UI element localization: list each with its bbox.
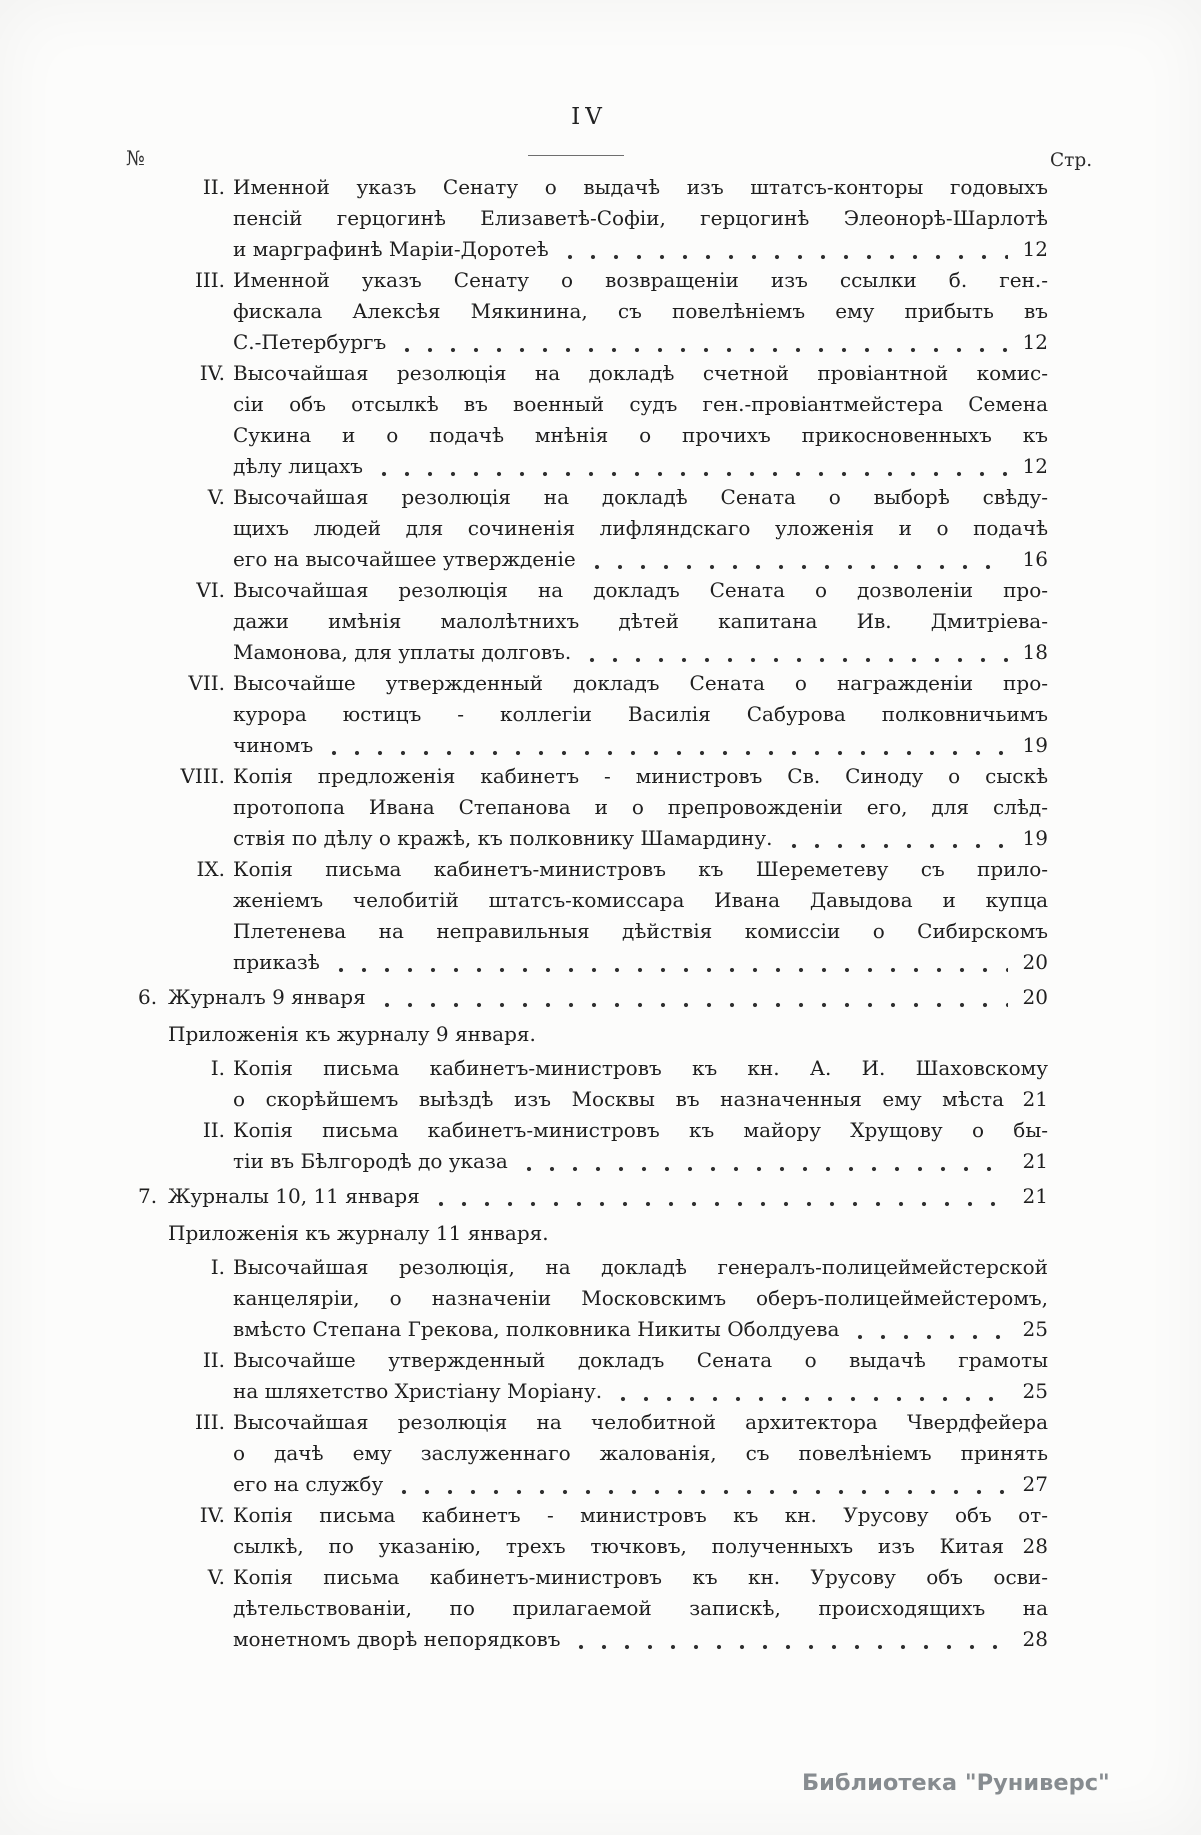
header-rule — [528, 155, 624, 156]
toc-entry-number: II. — [202, 175, 225, 199]
toc-entry-number: II. — [202, 1118, 225, 1142]
toc-entry-line: Высочайшая резолюція на докладѣ Сената о выборѣ свѣду- — [233, 485, 1048, 509]
dot-leader — [594, 564, 1008, 570]
toc-entry-line: Высочайшая резолюція на докладѣ счетной провіантной комис- — [233, 361, 1048, 385]
dot-leader — [338, 967, 1008, 973]
toc-entry-line: Именной указъ Сенату о выдачѣ изъ штатсъ-конторы годовыхъ — [233, 175, 1048, 199]
toc-entry — [130, 1500, 1048, 1562]
toc-entry-line: ствія по дѣлу о кражѣ, къ полковнику Шамардину. — [233, 826, 773, 850]
toc-entry-number: 7. — [138, 1184, 158, 1208]
dot-leader — [857, 1334, 1008, 1340]
toc-entry — [130, 1181, 1048, 1212]
toc-entry-lastline — [233, 1084, 1048, 1115]
toc-page-number: 12 — [1022, 454, 1048, 478]
page-column-label: Стр. — [1050, 150, 1093, 171]
toc-entry-line: Копія письма кабинетъ-министровъ къ кн. А. И. Шаховскому — [233, 1056, 1048, 1080]
toc-entry-line: монетномъ дворѣ непорядковъ — [233, 1627, 561, 1651]
toc-entry-lastline — [233, 327, 1048, 358]
toc-entry-line: Журналы 10, 11 января — [168, 1184, 420, 1208]
dot-leader — [381, 471, 1008, 477]
toc-page-number: 27 — [1022, 1472, 1048, 1496]
toc-entry-line: о дачѣ ему заслуженнаго жалованія, съ повелѣніемъ принять — [233, 1441, 1048, 1465]
dot-leader — [578, 1644, 1008, 1650]
toc-page-number: 12 — [1022, 237, 1048, 261]
toc-entry-line: Именной указъ Сенату о возвращеніи изъ ссылки б. ген.- — [233, 268, 1048, 292]
toc-page-number: 19 — [1022, 826, 1048, 850]
toc-entry-body — [233, 1053, 1048, 1115]
toc-entry-number: VI. — [196, 578, 225, 602]
toc-entry-line: Высочайше утвержденный докладъ Сената о выдачѣ грамоты — [233, 1348, 1048, 1372]
toc-page-number: 16 — [1022, 547, 1048, 571]
toc-entry-body — [233, 854, 1048, 978]
toc-entry-lastline — [233, 1314, 1048, 1345]
toc-page-number: 20 — [1022, 985, 1048, 1009]
toc-entry-body — [233, 668, 1048, 761]
dot-leader — [791, 843, 1008, 849]
toc-entry-number: V. — [207, 1565, 225, 1589]
toc-section-header: Приложенія къ журналу 11 января. — [168, 1221, 549, 1245]
toc-entry-line: пенсій герцогинѣ Елизаветѣ-Софіи, герцогинѣ Элеонорѣ-Шарлотѣ — [233, 206, 1048, 230]
toc-entry — [130, 265, 1048, 358]
toc-entry — [130, 1252, 1048, 1345]
toc-entry-body — [233, 761, 1048, 854]
toc-page-number: 18 — [1022, 640, 1048, 664]
toc-entry — [130, 1562, 1048, 1655]
toc-entry-line: сылкѣ, по указанію, трехъ тючковъ, полученныхъ изъ Китая — [233, 1534, 1004, 1558]
toc-entry-lastline — [233, 730, 1048, 761]
toc-entry-lastline — [233, 1469, 1048, 1500]
toc-entry-lastline — [233, 451, 1048, 482]
dot-leader — [331, 750, 1008, 756]
toc-entry-lastline — [233, 544, 1048, 575]
toc-entry-lastline — [168, 982, 1048, 1013]
toc-entry-number: IV. — [199, 1503, 225, 1527]
toc-entry-number: V. — [207, 485, 225, 509]
toc-entry-line: Высочайшая резолюція на докладъ Сената о дозволеніи про- — [233, 578, 1048, 602]
toc-entry-body — [233, 1252, 1048, 1345]
toc-entry-lastline — [233, 234, 1048, 265]
toc-page-number: 21 — [1022, 1087, 1048, 1111]
dot-leader — [438, 1201, 1008, 1207]
toc-entry-line: С.-Петербургъ — [233, 330, 387, 354]
toc-entry-line: и марграфинѣ Маріи-Доротеѣ — [233, 237, 549, 261]
library-watermark: Библиотека "Руниверс" — [802, 1770, 1110, 1796]
toc-entry-line: Копія письма кабинетъ-министровъ къ кн. Урусову объ осви- — [233, 1565, 1048, 1589]
dot-leader — [589, 657, 1008, 663]
toc-entry-line: Высочайше утвержденный докладъ Сената о награжденіи про- — [233, 671, 1048, 695]
toc-entry-body — [233, 172, 1048, 265]
toc-entry-line: Высочайшая резолюція на челобитной архитектора Чвердфейера — [233, 1410, 1048, 1434]
toc-entry — [130, 575, 1048, 668]
toc-entry — [130, 982, 1048, 1013]
toc-entry-line: протопопа Ивана Степанова и о препровожденіи его, для слѣд- — [233, 795, 1048, 819]
toc-page-number: 21 — [1022, 1149, 1048, 1173]
toc-entry-body — [233, 482, 1048, 575]
toc-entry — [130, 172, 1048, 265]
toc-entry-line: фискала Алексѣя Мякинина, съ повелѣніемъ ему прибыть въ — [233, 299, 1048, 323]
toc-entry-lastline — [233, 1146, 1048, 1177]
toc-entry-line: Сукина и о подачѣ мнѣнія о прочихъ прикосновенныхъ къ — [233, 423, 1048, 447]
toc-entry-body — [233, 1345, 1048, 1407]
toc-entry-number: VIII. — [180, 764, 225, 788]
toc-entry-body — [233, 358, 1048, 482]
toc-entry — [130, 358, 1048, 482]
toc-entry-number: III. — [194, 1410, 225, 1434]
toc-entry-line: дѣлу лицахъ — [233, 454, 364, 478]
toc-entry-line: его на высочайшее утвержденіе — [233, 547, 576, 571]
toc-entry-line: Плетенева на неправильныя дѣйствія комиссіи о Сибирскомъ — [233, 919, 1048, 943]
toc-entry-number: III. — [194, 268, 225, 292]
toc — [130, 172, 1048, 1655]
toc-entry-line: сіи объ отсылкѣ въ военный судъ ген.-провіантмейстера Семена — [233, 392, 1048, 416]
toc-entry-line: Журналъ 9 января — [168, 985, 366, 1009]
toc-page-number: 25 — [1022, 1317, 1048, 1341]
toc-entry-body — [233, 1500, 1048, 1562]
toc-entry-lastline — [233, 1531, 1048, 1562]
dot-leader — [526, 1166, 1008, 1172]
toc-page-number: 25 — [1022, 1379, 1048, 1403]
toc-entry — [130, 854, 1048, 978]
dot-leader — [384, 1002, 1008, 1008]
toc-entry-line: вмѣсто Степана Грекова, полковника Никиты Оболдуева — [233, 1317, 840, 1341]
toc-page-number: 28 — [1022, 1627, 1048, 1651]
toc-entry-body — [233, 1115, 1048, 1177]
toc-entry-line: чиномъ — [233, 733, 314, 757]
toc-entry — [130, 1053, 1048, 1115]
toc-page-number: 12 — [1022, 330, 1048, 354]
toc-page-number: 28 — [1022, 1534, 1048, 1558]
toc-entry-body — [233, 575, 1048, 668]
toc-entry-line: женіемъ челобитій штатсъ-комиссара Ивана Давыдова и купца — [233, 888, 1048, 912]
toc-entry-line: Копія письма кабинетъ-министровъ къ майору Хрущову о бы- — [233, 1118, 1048, 1142]
toc-entry-line: канцеляріи, о назначеніи Московскимъ оберъ-полицеймейстеромъ, — [233, 1286, 1048, 1310]
toc-entry-line: приказѣ — [233, 950, 320, 974]
toc-entry-number: IV. — [199, 361, 225, 385]
toc-entry-line: дѣтельствованіи, по прилагаемой запискѣ, происходящихъ на — [233, 1596, 1048, 1620]
dot-leader — [404, 347, 1008, 353]
toc-entry-line: щихъ людей для сочиненія лифляндскаго уложенія и о подачѣ — [233, 516, 1048, 540]
toc-entry-number: I. — [210, 1255, 225, 1279]
toc-entry-line: Копія предложенія кабинетъ - министровъ Св. Синоду о сыскѣ — [233, 764, 1048, 788]
toc-entry-line: тіи въ Бѣлгородѣ до указа — [233, 1149, 508, 1173]
toc-entry-lastline — [168, 1181, 1048, 1212]
toc-entry-line: курора юстицъ - коллегіи Василія Сабурова полковничьимъ — [233, 702, 1048, 726]
toc-entry — [130, 1345, 1048, 1407]
toc-entry-lastline — [233, 947, 1048, 978]
toc-entry-number: 6. — [138, 985, 158, 1009]
toc-page-number: 19 — [1022, 733, 1048, 757]
page-number-roman: IV — [571, 104, 607, 130]
dot-leader — [620, 1396, 1008, 1402]
toc-entry — [130, 1407, 1048, 1500]
toc-entry-number: VII. — [188, 671, 225, 695]
toc-entry-line: дажи имѣнія малолѣтнихъ дѣтей капитана Ив. Дмитріева- — [233, 609, 1048, 633]
toc-entry-body — [233, 265, 1048, 358]
toc-entry-line: Копія письма кабинетъ - министровъ къ кн. Урусову объ от- — [233, 1503, 1048, 1527]
toc-entry-number: IX. — [196, 857, 225, 881]
toc-entry-line: Мамонова, для уплаты долговъ. — [233, 640, 572, 664]
number-column-label: № — [126, 146, 145, 170]
toc-page-number: 20 — [1022, 950, 1048, 974]
toc-entry-number: II. — [202, 1348, 225, 1372]
toc-entry-body — [233, 1562, 1048, 1655]
toc-entry-body — [233, 1407, 1048, 1500]
toc-entry-lastline — [233, 823, 1048, 854]
toc-entry-number: I. — [210, 1056, 225, 1080]
dot-leader — [567, 254, 1008, 260]
toc-entry — [130, 482, 1048, 575]
toc-section-header: Приложенія къ журналу 9 января. — [168, 1022, 536, 1046]
toc-entry-lastline — [233, 1624, 1048, 1655]
toc-entry-line: о скорѣйшемъ выѣздѣ изъ Москвы въ назначенныя ему мѣста — [233, 1087, 1004, 1111]
toc-entry-lastline — [233, 637, 1048, 668]
toc-entry-line: Копія письма кабинетъ-министровъ къ Шереметеву съ прило- — [233, 857, 1048, 881]
dot-leader — [401, 1489, 1008, 1495]
toc-entry — [130, 761, 1048, 854]
toc-entry-line: Высочайшая резолюція, на докладѣ генералъ-полицеймейстерской — [233, 1255, 1048, 1279]
toc-page-number: 21 — [1022, 1184, 1048, 1208]
toc-entry-line: его на службу — [233, 1472, 384, 1496]
toc-entry — [130, 1115, 1048, 1177]
toc-entry-line: на шляхетство Христіану Моріану. — [233, 1379, 603, 1403]
toc-entry-lastline — [233, 1376, 1048, 1407]
toc-entry — [130, 668, 1048, 761]
